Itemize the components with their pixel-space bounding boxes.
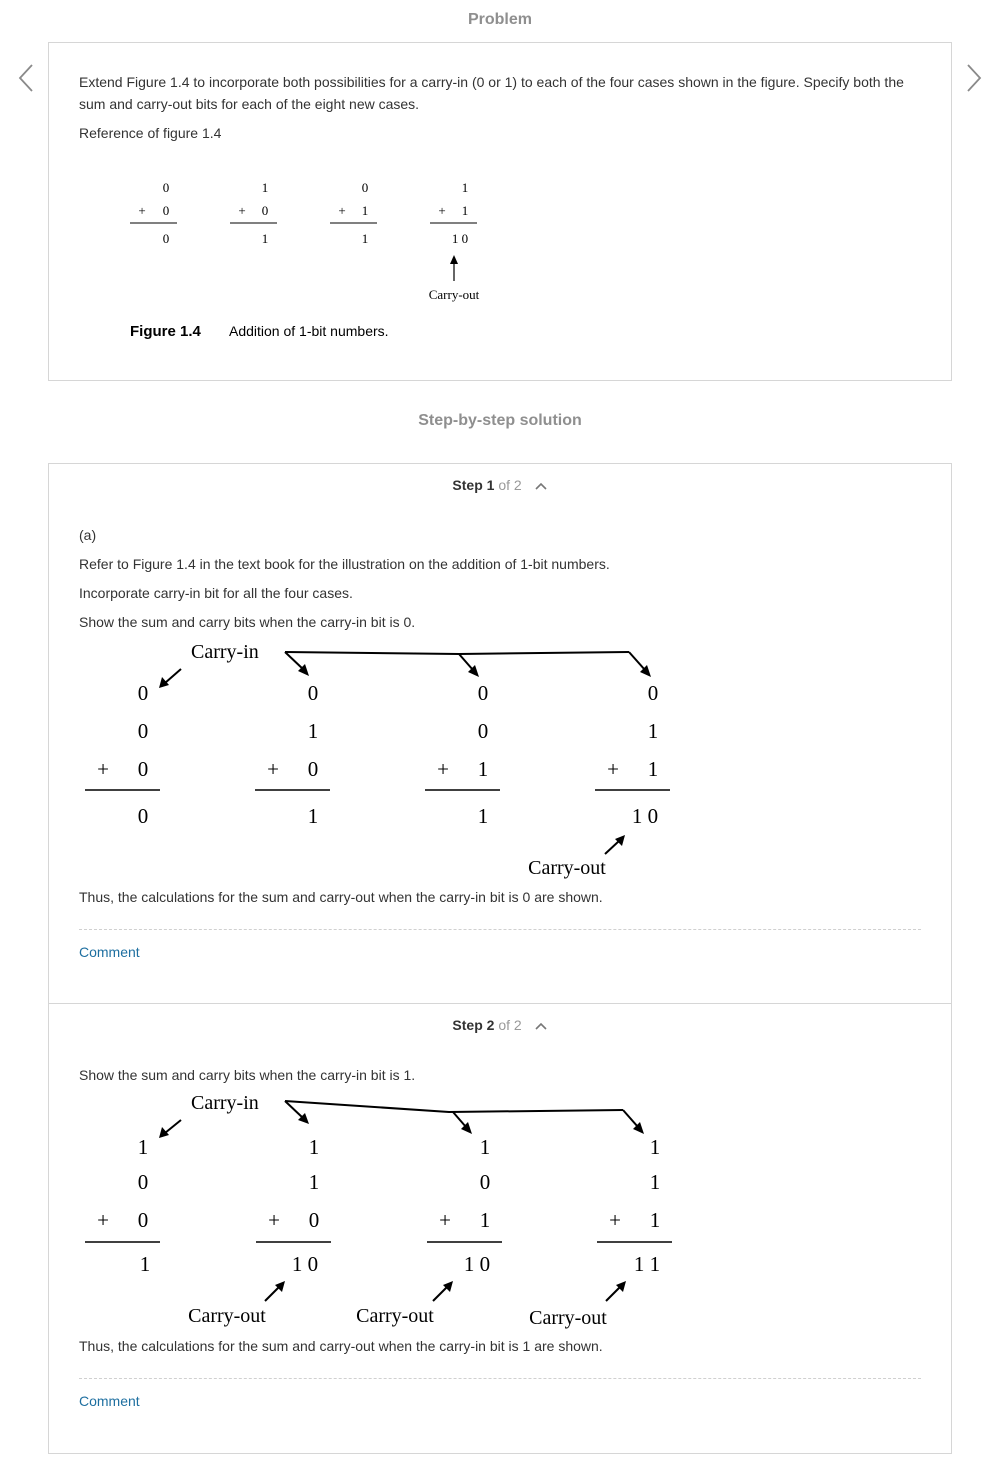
s2-c2-plus: + — [268, 1208, 280, 1232]
fig-case3-top: 0 — [361, 180, 369, 195]
step2-label: Step 2 — [452, 1017, 495, 1033]
step2-of: of 2 — [498, 1017, 522, 1033]
s2-c4-b: 1 — [649, 1208, 661, 1232]
s2-c4-sum: 1 1 — [633, 1252, 661, 1276]
s2-carry-out-arrow-1 — [265, 1287, 279, 1301]
s1-c3-b: 1 — [477, 757, 489, 781]
prev-button[interactable] — [12, 62, 42, 96]
step2-line1: Show the sum and carry bits when the carry-in bit is 1. — [79, 1067, 416, 1083]
s1-c3-sum: 1 — [477, 804, 489, 828]
chevron-up-icon[interactable] — [534, 1021, 548, 1031]
step1-of: of 2 — [498, 477, 522, 493]
s1-c2-a: 1 — [307, 719, 319, 743]
s1-c4-plus: + — [607, 757, 619, 781]
s2-carry-out-label-3: Carry-out — [529, 1307, 607, 1329]
s2-c3-sum: 1 0 — [463, 1252, 491, 1276]
s2-c4-carry: 1 — [649, 1135, 661, 1159]
s1-c2-b: 0 — [307, 757, 319, 781]
fig-carry-out-arrowhead — [450, 255, 458, 264]
s1-bracket-arrow-4 — [629, 652, 645, 670]
fig-case4-plus: + — [438, 203, 446, 218]
s2-carry-in-label: Carry-in — [191, 1092, 259, 1114]
s1-c1-b: 0 — [137, 757, 149, 781]
s1-c4-b: 1 — [647, 757, 659, 781]
s1-c2-carry: 0 — [307, 681, 319, 705]
fig-case2-bottom: 0 — [261, 203, 269, 218]
s2-c1-carry: 1 — [137, 1135, 149, 1159]
fig-case2-sum: 1 — [261, 231, 269, 246]
next-button[interactable] — [958, 62, 988, 96]
s1-carry-in-bracket — [285, 652, 629, 654]
s1-c2-plus: + — [267, 757, 279, 781]
s1-c4-a: 1 — [647, 719, 659, 743]
step1-header[interactable] — [49, 477, 951, 493]
fig-caption-label: Figure 1.4 — [130, 323, 201, 340]
chevron-right-icon — [958, 62, 988, 96]
fig-case1-plus: + — [138, 203, 146, 218]
s1-c1-a: 0 — [137, 719, 149, 743]
problem-text: Extend Figure 1.4 to incorporate both possibilities for a carry-in (0 or 1) to each of the four cases shown in the figure. Specify both the sum and carry-out bits for each of the eight new cases. — [79, 74, 904, 112]
s2-c1-sum: 1 — [139, 1252, 151, 1276]
problem-card — [48, 42, 952, 381]
chevron-up-icon[interactable] — [534, 481, 548, 491]
step2-header[interactable] — [49, 1017, 951, 1033]
s2-c2-sum: 1 0 — [291, 1252, 319, 1276]
solution-heading: Step-by-step solution — [418, 412, 582, 429]
step1-comment-link[interactable]: Comment — [79, 944, 140, 960]
s1-c2-sum: 1 — [307, 804, 319, 828]
s1-c1-plus: + — [97, 757, 109, 781]
s1-c4-sum: 1 0 — [631, 804, 659, 828]
s2-c2-b: 0 — [308, 1208, 320, 1232]
s2-bracket-arrow-4 — [623, 1110, 638, 1127]
s2-carry-in-arrow-1 — [165, 1120, 181, 1133]
step-separator — [49, 1003, 951, 1004]
s1-bracket-arrow-2 — [285, 652, 304, 670]
fig-case4-top: 1 — [461, 180, 469, 195]
fig-case1-sum: 0 — [162, 231, 170, 246]
s2-c1-a: 0 — [137, 1170, 149, 1194]
fig-case4-bottom: 1 — [461, 203, 469, 218]
s2-c2-a: 1 — [308, 1170, 320, 1194]
figure-1-4 — [109, 173, 529, 353]
s2-c3-plus: + — [439, 1208, 451, 1232]
step2-conclusion: Thus, the calculations for the sum and carry-out when the carry-in bit is 1 are shown. — [79, 1338, 603, 1354]
step1-line1: Refer to Figure 1.4 in the text book for the illustration on the addition of 1-bit numbers. — [79, 556, 610, 572]
s1-carry-in-arrow-1 — [165, 669, 181, 683]
s2-c1-b: 0 — [137, 1208, 149, 1232]
s1-c4-carry: 0 — [647, 681, 659, 705]
s2-carry-in-bracket — [285, 1101, 623, 1112]
s2-c3-b: 1 — [479, 1208, 491, 1232]
chevron-left-icon — [12, 62, 42, 96]
s2-carry-out-label-1: Carry-out — [188, 1305, 266, 1327]
fig-case2-top: 1 — [261, 180, 269, 195]
solution-card — [48, 463, 952, 1454]
step1-part: (a) — [79, 527, 97, 543]
s2-c4-a: 1 — [649, 1170, 661, 1194]
problem-reference: Reference of figure 1.4 — [79, 125, 222, 141]
fig-case3-sum: 1 — [361, 231, 369, 246]
step2-divider — [79, 1378, 921, 1379]
fig-caption-text: Addition of 1-bit numbers. — [229, 323, 389, 339]
s2-bracket-arrow-3 — [453, 1112, 466, 1127]
s2-bracket-arrow-2 — [285, 1101, 303, 1118]
s2-c2-carry: 1 — [308, 1135, 320, 1159]
s1-carry-out-arrow — [605, 841, 619, 854]
s1-c1-sum: 0 — [137, 804, 149, 828]
s2-c1-plus: + — [97, 1208, 109, 1232]
s2-carry-in-arrowhead-1 — [159, 1127, 169, 1138]
fig-case1-top: 0 — [162, 180, 170, 195]
s1-c3-carry: 0 — [477, 681, 489, 705]
step2-diagram — [49, 1087, 749, 1337]
s1-carry-in-arrowhead-1 — [159, 677, 169, 688]
step1-diagram — [49, 636, 749, 886]
fig-case1-bottom: 0 — [162, 203, 170, 218]
fig-case3-plus: + — [338, 203, 346, 218]
s2-carry-out-label-2: Carry-out — [356, 1305, 434, 1327]
problem-heading: Problem — [467, 11, 532, 28]
fig-carry-out-label: Carry-out — [428, 287, 480, 302]
step1-line3: Show the sum and carry bits when the carry-in bit is 0. — [79, 614, 416, 630]
s1-bracket-arrow-3 — [459, 654, 473, 670]
s2-c4-plus: + — [609, 1208, 621, 1232]
s2-carry-out-arrow-2 — [433, 1287, 447, 1301]
fig-case3-bottom: 1 — [361, 203, 369, 218]
s2-c3-carry: 1 — [479, 1135, 491, 1159]
fig-case2-plus: + — [238, 203, 246, 218]
step2-comment-link[interactable]: Comment — [79, 1393, 140, 1409]
s1-c1-carry: 0 — [137, 681, 149, 705]
step1-line2: Incorporate carry-in bit for all the four cases. — [79, 585, 353, 601]
s2-c3-a: 0 — [479, 1170, 491, 1194]
s1-carry-in-label: Carry-in — [191, 641, 259, 663]
step1-label: Step 1 — [452, 477, 495, 493]
step1-conclusion: Thus, the calculations for the sum and carry-out when the carry-in bit is 0 are shown. — [79, 889, 603, 905]
s2-carry-out-arrow-3 — [606, 1287, 620, 1301]
s1-carry-out-label: Carry-out — [528, 857, 606, 879]
step1-divider — [79, 929, 921, 930]
fig-case4-sum: 1 0 — [451, 231, 469, 246]
s1-c3-plus: + — [437, 757, 449, 781]
s1-c3-a: 0 — [477, 719, 489, 743]
